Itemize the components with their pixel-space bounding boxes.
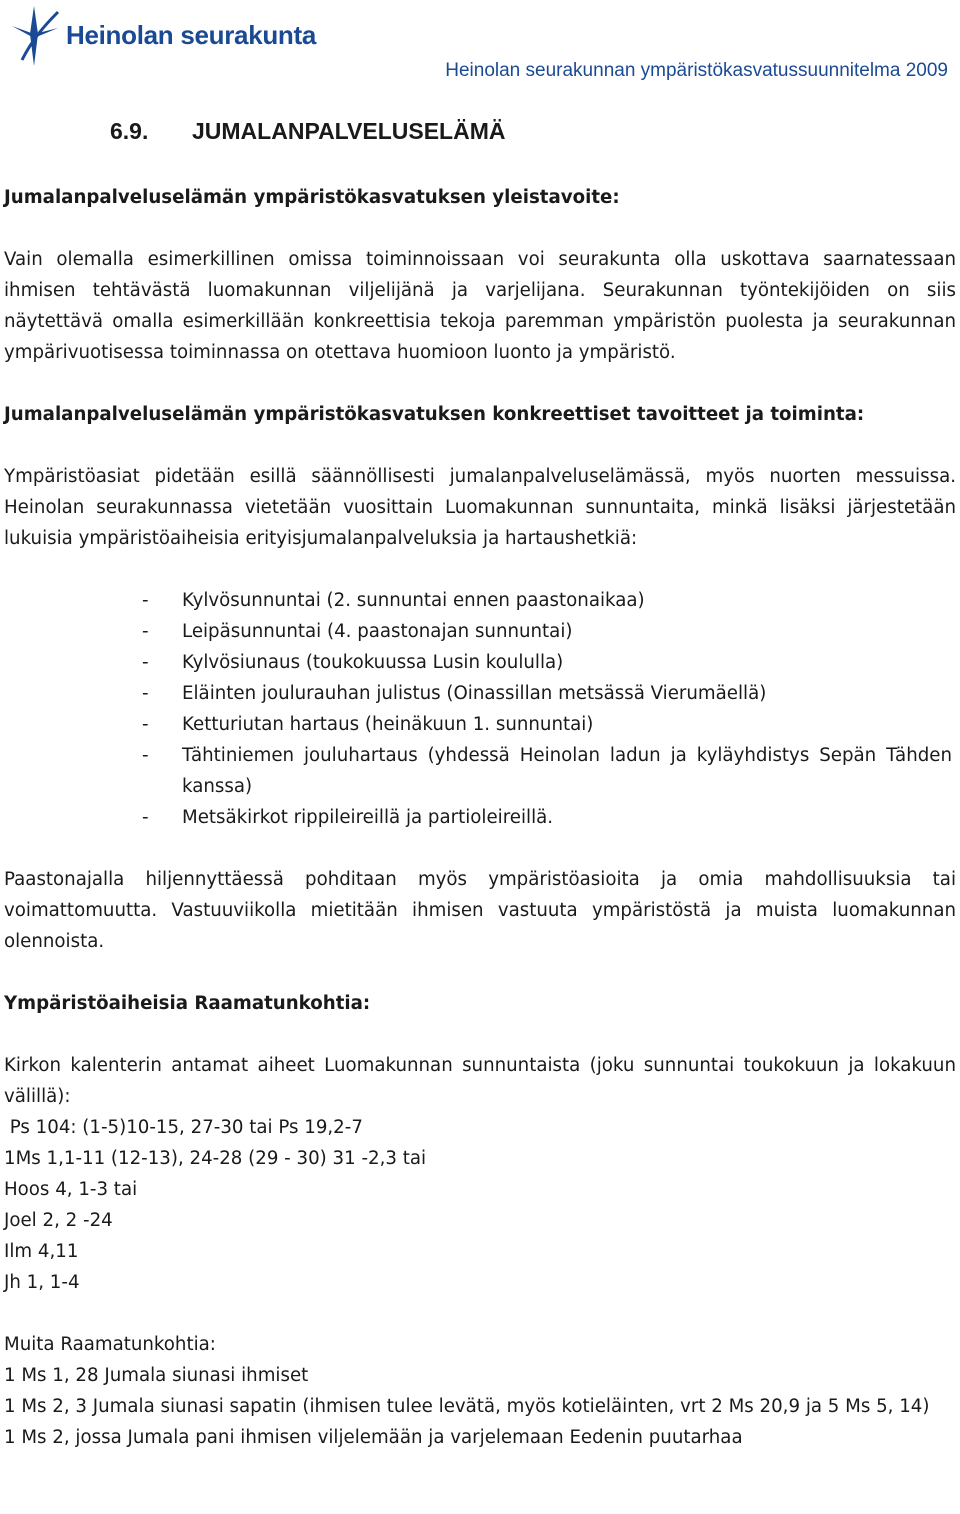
other-scripture-ref: 1 Ms 2, jossa Jumala pani ihmisen viljelemään ja varjelemaan Eedenin puutarhaa bbox=[4, 1427, 743, 1448]
document-title: Heinolan seurakunnan ympäristökasvatussuunnitelma 2009 bbox=[445, 60, 948, 81]
church-logo-icon bbox=[8, 4, 62, 68]
event-list bbox=[4, 585, 956, 833]
scripture-intro: Kirkon kalenterin antamat aiheet Luomakunnan sunnuntaista (joku sunnuntai toukokuun ja lokakuun välillä): bbox=[4, 1055, 956, 1107]
scripture-heading: Ympäristöaiheisia Raamatunkohtia: bbox=[4, 993, 371, 1014]
list-item: - Eläinten joulurauhan julistus (Oinassillan metsässä Vierumäellä) bbox=[142, 678, 956, 709]
scripture-ref: Jh 1, 1-4 bbox=[4, 1272, 80, 1293]
list-item: - Kylvösunnuntai (2. sunnuntai ennen paastonaikaa) bbox=[142, 585, 956, 616]
concrete-goals-heading: Jumalanpalveluselämän ympäristökasvatuksen konkreettiset tavoitteet ja toiminta: bbox=[4, 404, 865, 425]
list-item: - Tähtiniemen jouluhartaus (yhdessä Heinolan ladun ja kyläyhdistys Sepän Tähden kanssa) bbox=[142, 740, 956, 802]
concrete-goals-text: Ympäristöasiat pidetään esillä säännöllisesti jumalanpalveluselämässä, myös nuorten messuissa. Heinolan seurakunnassa vietetään vuosittain Luomakunnan sunnuntaita, minkä lisäksi järjestetään lukuisia ympäristöaiheisia erityisjumalanpalveluksia ja hartaushetkiä: bbox=[4, 466, 956, 549]
logo bbox=[8, 4, 328, 68]
list-item: - Leipäsunnuntai (4. paastonajan sunnuntai) bbox=[142, 616, 956, 647]
section-title-text: JUMALANPALVELUSELÄMÄ bbox=[192, 118, 506, 144]
scripture-ref: 1Ms 1,1-11 (12-13), 24-28 (29 - 30) 31 -2,3 tai bbox=[4, 1148, 427, 1169]
scripture-ref: Ilm 4,11 bbox=[4, 1241, 79, 1262]
list-item: - Kylvösiunaus (toukokuussa Lusin koululla) bbox=[142, 647, 956, 678]
document-body bbox=[4, 182, 956, 1453]
section-number: 6.9. bbox=[110, 118, 149, 144]
other-scripture-ref: 1 Ms 2, 3 Jumala siunasi sapatin (ihmisen tulee levätä, myös kotieläinten, vrt 2 Ms 20,9 ja 5 Ms 5, 14) bbox=[4, 1396, 930, 1417]
general-goal-heading: Jumalanpalveluselämän ympäristökasvatuksen yleistavoite: bbox=[4, 187, 620, 208]
logo-text: Heinolan seurakunta bbox=[66, 20, 317, 50]
general-goal-text: Vain olemalla esimerkillinen omissa toiminnoissaan voi seurakunta olla uskottava saarnatessaan ihmisen tehtävästä luomakunnan viljelijänä ja varjelijana. Seurakunnan työntekijöiden on siis näytettävä omalla esimerkillään konkreettisia tekoja paremman ympäristön puolesta ja seurakunnan ympärivuotisessa toiminnassa on otettava huomioon luonto ja ympäristö. bbox=[4, 249, 956, 363]
section-title bbox=[110, 118, 505, 145]
scripture-ref: Ps 104: (1-5)10-15, 27-30 tai Ps 19,2-7 bbox=[4, 1117, 363, 1138]
scripture-ref: Hoos 4, 1-3 tai bbox=[4, 1179, 138, 1200]
fasting-text: Paastonajalla hiljennyttäessä pohditaan myös ympäristöasioita ja omia mahdollisuuksia tai voimattomuutta. Vastuuviikolla mietitään ihmisen vastuuta ympäristöstä ja muista luomakunnan olennoista. bbox=[4, 869, 956, 952]
scripture-ref: Joel 2, 2 -24 bbox=[4, 1210, 113, 1231]
list-item: - Ketturiutan hartaus (heinäkuun 1. sunnuntai) bbox=[142, 709, 956, 740]
list-item: - Metsäkirkot rippileireillä ja partioleireillä. bbox=[142, 802, 956, 833]
other-scripture-ref: 1 Ms 1, 28 Jumala siunasi ihmiset bbox=[4, 1365, 309, 1386]
other-scripture-heading: Muita Raamatunkohtia: bbox=[4, 1334, 216, 1355]
